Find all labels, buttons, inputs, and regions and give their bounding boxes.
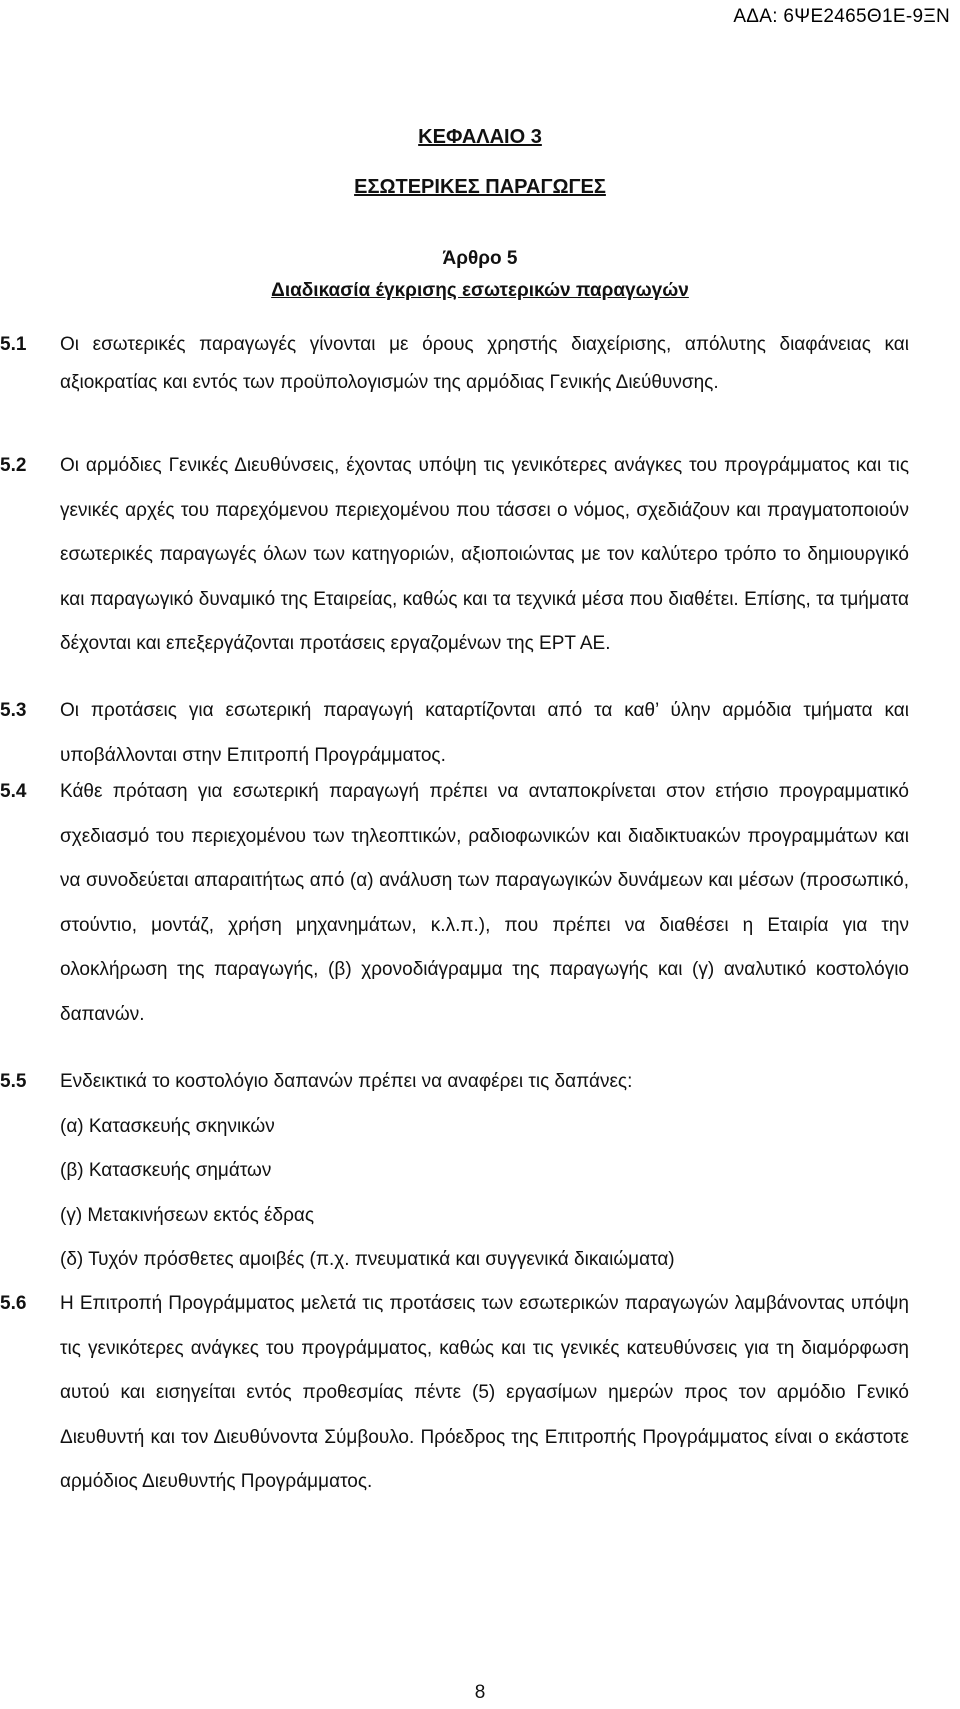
- article-title: Διαδικασία έγκρισης εσωτερικών παραγωγών: [271, 280, 689, 301]
- section-5-5: [0, 1060, 909, 1283]
- chapter-title: ΚΕΦΑΛΑΙΟ 3: [418, 126, 542, 148]
- section-text: Κάθε πρόταση για εσωτερική παραγωγή πρέπει να ανταποκρίνεται στον ετήσιο προγραμματικό σχεδιασμό του περιεχομένου των τηλεοπτικών, ραδιοφωνικών και διαδικτυακών προγραμμάτων και να συνοδεύεται απαραιτήτως από (α) ανάλυση των παραγωγικών δυνάμεων και μέσων (προσωπικό, στούντιο, μοντάζ, χρήση μηχανημάτων, κ.λ.π.), που πρέπει να διαθέσει η Εταιρία για την ολοκλήρωση της παραγωγής, (β) χρονοδιάγραμμα της παραγωγής και (γ) αναλυτικό κοστολόγιο δαπανών.: [60, 781, 909, 1025]
- list-item: (γ) Μετακινήσεων εκτός έδρας: [60, 1204, 315, 1226]
- section-5-3: [0, 689, 909, 778]
- list-item: (δ) Τυχόν πρόσθετες αμοιβές (π.χ. πνευματικά και συγγενικά δικαιώματα): [60, 1249, 675, 1270]
- section-5-6: [0, 1282, 909, 1505]
- section-5-2: [0, 444, 909, 667]
- section-text: Οι εσωτερικές παραγωγές γίνονται με όρους χρηστής διαχείρισης, απόλυτης διαφάνειας και αξιοκρατίας και εντός των προϋπολογισμών της αρμόδιας Γενικής Διεύθυνσης.: [60, 334, 909, 393]
- page-number: 8: [474, 1682, 486, 1703]
- ada-code: ΑΔΑ: 6ΨΕ2465Θ1Ε-9ΞΝ: [733, 6, 950, 27]
- section-text: Η Επιτροπή Προγράμματος μελετά τις προτάσεις των εσωτερικών παραγωγών λαμβάνοντας υπόψη τις γενικότερες ανάγκες του προγράμματος, καθώς και τις γενικές κατευθύνσεις για τη διαμόρφωση αυτού και εισηγείται εντός προθεσμίας πέντε (5) εργασίμων ημερών προς τον αρμόδιο Γενικό Διευθυντή και τον Διευθύνοντα Σύμβουλο. Πρόεδρος της Επιτροπής Προγράμματος είναι ο εκάστοτε αρμόδιος Διευθυντής Προγράμματος.: [60, 1293, 909, 1492]
- section-text: [60, 1060, 909, 1283]
- section-text: Οι αρμόδιες Γενικές Διευθύνσεις, έχοντας υπόψη τις γενικότερες ανάγκες του προγράμματος και τις γενικές αρχές του παρεχόμενου περιεχομένου που τάσσει ο νόμος, σχεδιάζουν και πραγματοποιούν εσωτερικές παραγωγές όλων των κατηγοριών, αξιοποιώντας με τον καλύτερο τρόπο το δημιουργικό και παραγωγικό δυναμικό της Εταιρείας, καθώς και τα τεχνικά μέσα που διαθέτει. Επίσης, τα τμήματα δέχονται και επεξεργάζονται προτάσεις εργαζομένων της ΕΡΤ ΑΕ.: [60, 455, 909, 654]
- section-number: 5.1: [0, 334, 27, 355]
- list-item: (α) Κατασκευής σκηνικών: [60, 1115, 275, 1137]
- section-5-1: [0, 326, 909, 402]
- section-number: 5.5: [0, 1071, 27, 1092]
- article-number: Άρθρο 5: [442, 248, 518, 269]
- section-5-4: [0, 770, 909, 1037]
- list-item: (β) Κατασκευής σημάτων: [60, 1160, 272, 1181]
- section-number: 5.4: [0, 781, 27, 802]
- chapter-subtitle: ΕΣΩΤΕΡΙΚΕΣ ΠΑΡΑΓΩΓΕΣ: [354, 176, 606, 198]
- section-text: Οι προτάσεις για εσωτερική παραγωγή καταρτίζονται από τα καθ’ ύλην αρμόδια τμήματα και υποβάλλονται στην Επιτροπή Προγράμματος.: [60, 700, 909, 766]
- section-number: 5.3: [0, 700, 27, 721]
- section-intro: Ενδεικτικά το κοστολόγιο δαπανών πρέπει να αναφέρει τις δαπάνες:: [60, 1071, 633, 1092]
- section-number: 5.6: [0, 1293, 27, 1314]
- section-number: 5.2: [0, 455, 27, 476]
